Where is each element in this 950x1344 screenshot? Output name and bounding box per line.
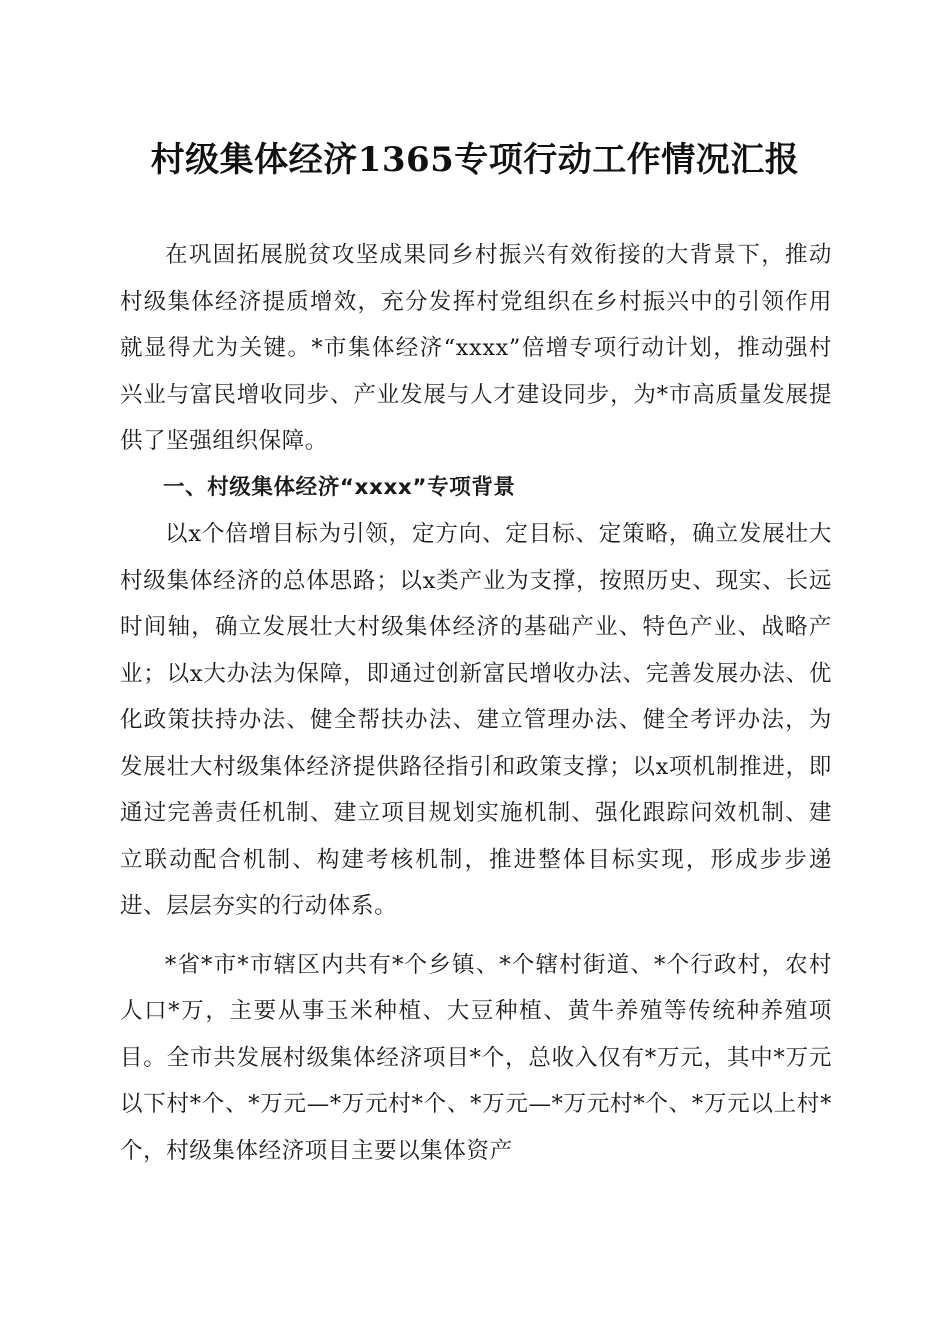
- section-heading: 一、村级集体经济“xxxx”专项背景: [163, 474, 516, 500]
- document-body: [120, 232, 832, 1174]
- document-title: 村级集体经济1365专项行动工作情况汇报: [150, 140, 800, 180]
- section-paragraph: 以x个倍增目标为引领，定方向、定目标、定策略，确立发展壮大村级集体经济的总体思路；以x类产业为支撑，按照历史、现实、长远时间轴，确立发展壮大村级集体经济的基础产业、特色产业、战略产业；以x大办法为保障，即通过创新富民增收办法、完善发展办法、优化政策扶持办法、健全帮扶办法、建立管理办法、健全考评办法，为发展壮大村级集体经济提供路径指引和政策支撑；以x项机制推进，即通过完善责任机制、建立项目规划实施机制、强化跟踪问效机制、建立联动配合机制、构建考核机制，推进整体目标实现，形成步步递进、层层夯实的行动体系。: [120, 521, 832, 919]
- section-paragraph: *省*市*市辖区内共有*个乡镇、*个辖村街道、*个行政村，农村人口*万，主要从事玉米种植、大豆种植、黄牛养殖等传统种养殖项目。全市共发展村级集体经济项目*个，总收入仅有*万元，其中*万元以下村*个、*万元—*万元村*个、*万元—*万元村*个、*万元以上村*个，村级集体经济项目主要以集体资产: [120, 951, 832, 1164]
- intro-paragraph: 在巩固拓展脱贫攻坚成果同乡村振兴有效衔接的大背景下，推动村级集体经济提质增效，充分发挥村党组织在乡村振兴中的引领作用就显得尤为关键。*市集体经济“xxxx”倍增专项行动计划，推动强村兴业与富民增收同步、产业发展与人才建设同步，为*市高质量发展提供了坚强组织保障。: [120, 242, 832, 454]
